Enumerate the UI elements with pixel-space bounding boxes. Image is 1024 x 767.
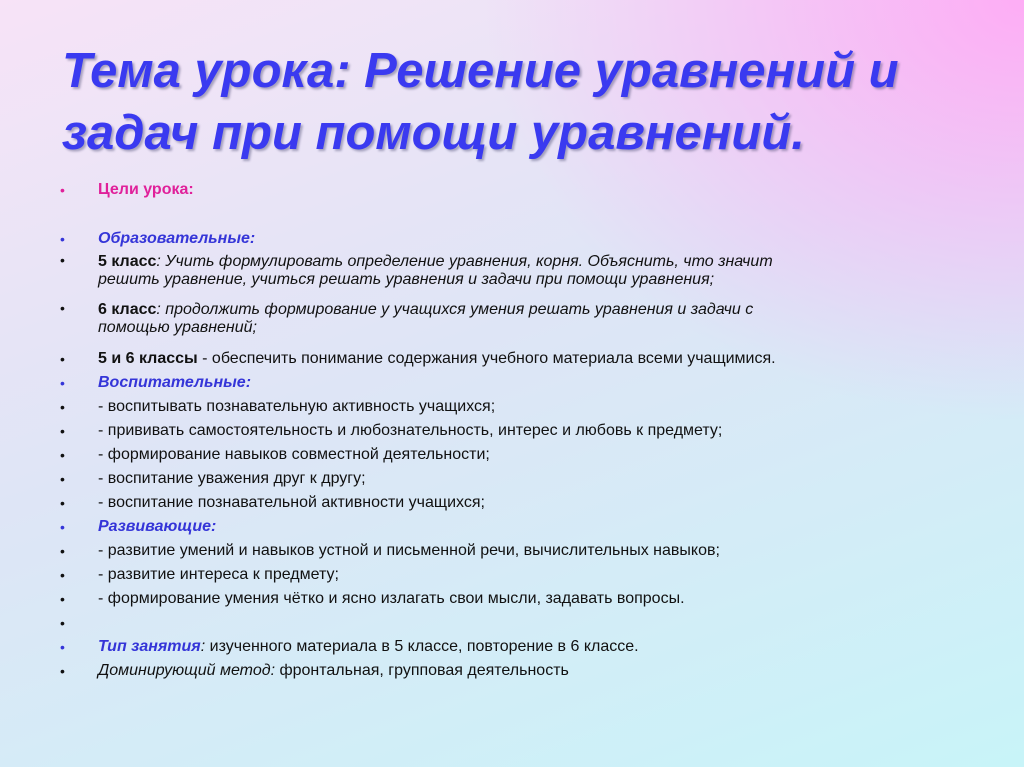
- grade6-label: 6 класс: [98, 301, 157, 318]
- grade6-text-line1: : продолжить формирование у учащихся умения решать уравнения и задачи с: [156, 301, 754, 318]
- list-item: [60, 395, 990, 419]
- bullet: •: [60, 615, 65, 631]
- list-item: [60, 491, 990, 515]
- developing-heading: Развивающие:: [98, 518, 217, 535]
- lesson-goals-list: [60, 178, 990, 683]
- list-item-developing-heading: [60, 515, 990, 539]
- list-item-grades56: [60, 347, 990, 371]
- list-spacer: [60, 202, 990, 227]
- upbringing-item: - воспитание уважения друг к другу;: [98, 470, 366, 487]
- grade6-text-line2: помощью уравнений;: [98, 319, 257, 336]
- list-item: [60, 419, 990, 443]
- grade5-text-line1: : Учить формулировать определение уравнения, корня. Объяснить, что значит: [156, 253, 773, 270]
- bullet: •: [60, 423, 65, 439]
- grade5-text-line2: решить уравнение, учиться решать уравнения и задачи при помощи уравнения;: [98, 271, 715, 288]
- list-item-grade6: [60, 299, 990, 347]
- list-item: [60, 443, 990, 467]
- bullet: •: [60, 447, 65, 463]
- list-item: [60, 539, 990, 563]
- upbringing-item: - формирование навыков совместной деятельности;: [98, 446, 490, 463]
- bullet: •: [60, 495, 65, 511]
- list-item-educational-heading: [60, 227, 990, 251]
- bullet: •: [60, 300, 65, 316]
- goals-heading: Цели урока:: [98, 181, 194, 198]
- title-line-1: Тема урока: Решение уравнений и: [62, 44, 899, 98]
- list-item: [60, 467, 990, 491]
- lesson-title: [62, 40, 1002, 164]
- bullet: •: [60, 591, 65, 607]
- list-item-empty: [60, 611, 990, 635]
- bullet: •: [60, 543, 65, 559]
- list-item-lesson-type: [60, 635, 990, 659]
- developing-item: - формирование умения чётко и ясно излагать свои мысли, задавать вопросы.: [98, 590, 685, 607]
- bullet: •: [60, 471, 65, 487]
- list-item-goals-heading: [60, 178, 990, 202]
- educational-heading: Образовательные:: [98, 230, 256, 247]
- lesson-type-colon: :: [200, 638, 206, 655]
- list-item-grade5: [60, 251, 990, 299]
- bullet: •: [60, 375, 65, 391]
- developing-item: - развитие умений и навыков устной и письменной речи, вычислительных навыков;: [98, 542, 720, 559]
- lesson-type-label: Тип занятия: [98, 638, 201, 655]
- grades56-label: 5 и 6 классы: [98, 350, 198, 367]
- method-label: Доминирующий метод:: [98, 662, 276, 679]
- grade5-label: 5 класс: [98, 253, 157, 270]
- bullet: •: [60, 519, 65, 535]
- bullet: •: [60, 639, 65, 655]
- method-text: фронтальная, групповая деятельность: [275, 662, 569, 679]
- bullet: •: [60, 252, 65, 268]
- bullet: •: [60, 663, 65, 679]
- list-item: [60, 563, 990, 587]
- list-item: [60, 587, 990, 611]
- list-item-method: [60, 659, 990, 683]
- bullet: •: [60, 231, 65, 247]
- bullet: •: [60, 351, 65, 367]
- grades56-text: - обеспечить понимание содержания учебного материала всеми учащимися.: [197, 350, 776, 367]
- upbringing-item: - воспитание познавательной активности учащихся;: [98, 494, 485, 511]
- bullet: •: [60, 182, 65, 198]
- lesson-type-text: изученного материала в 5 классе, повторение в 6 классе.: [205, 638, 639, 655]
- title-line-2: задач при помощи уравнений.: [62, 106, 805, 160]
- upbringing-heading: Воспитательные:: [98, 374, 252, 391]
- upbringing-item: - воспитывать познавательную активность учащихся;: [98, 398, 496, 415]
- bullet: •: [60, 567, 65, 583]
- developing-item: - развитие интереса к предмету;: [98, 566, 339, 583]
- list-item-upbringing-heading: [60, 371, 990, 395]
- upbringing-item: - прививать самостоятельность и любознательность, интерес и любовь к предмету;: [98, 422, 723, 439]
- bullet: •: [60, 399, 65, 415]
